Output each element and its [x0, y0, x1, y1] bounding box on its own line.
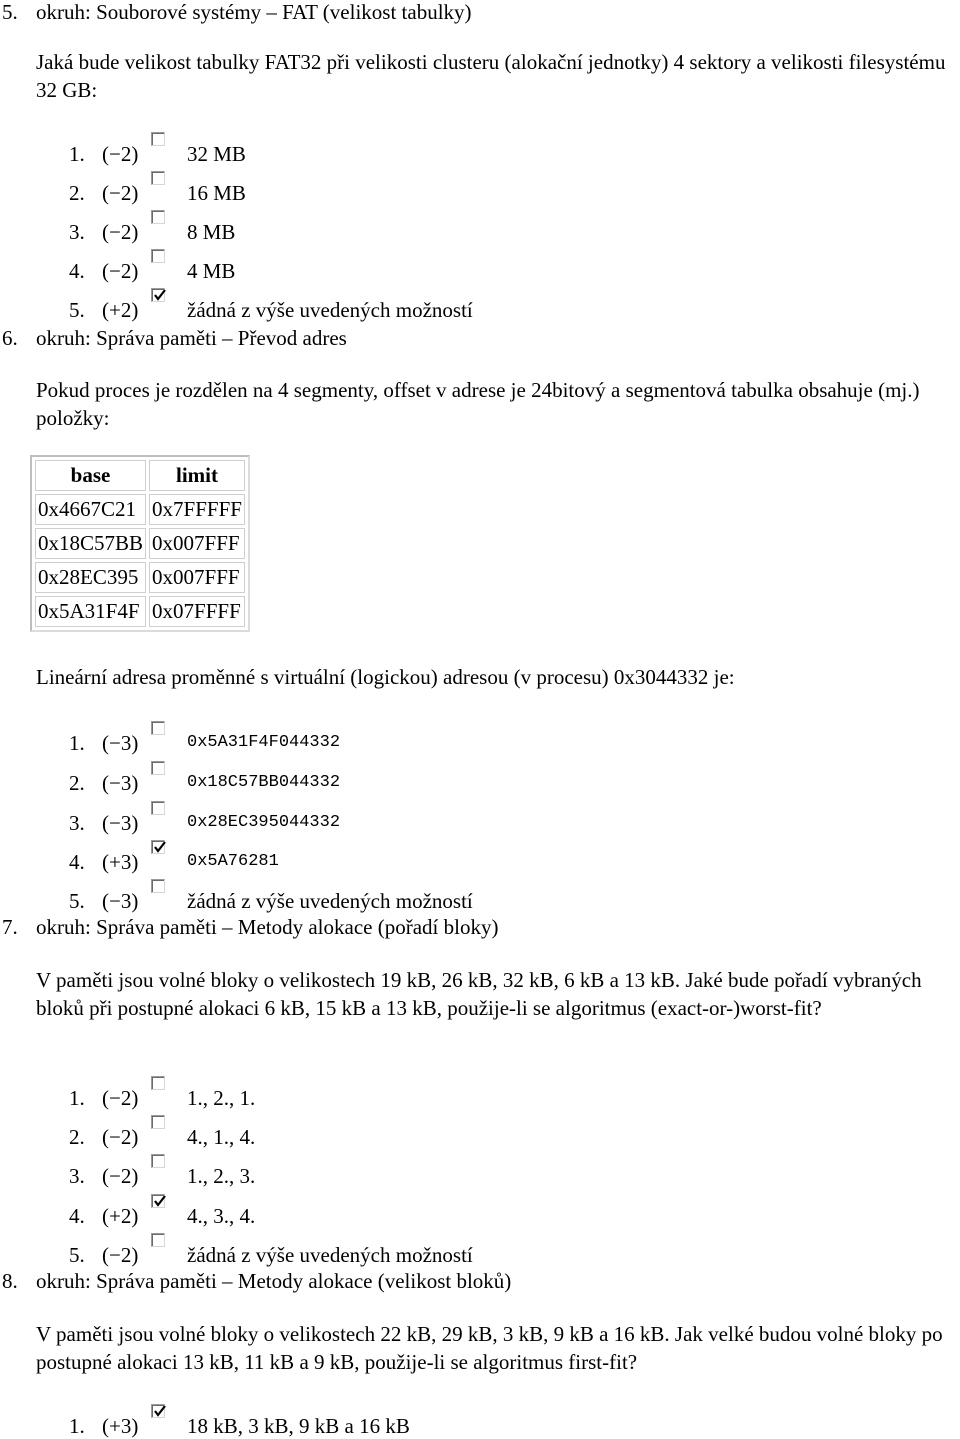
- question-topic: okruh: Správa paměti – Metody alokace (pořadí bloky): [36, 915, 499, 939]
- answer-number: 3.: [69, 1164, 85, 1188]
- answer-number: 1.: [69, 1086, 85, 1110]
- checkbox[interactable]: [151, 1115, 165, 1129]
- answer-text: žádná z výše uvedených možností: [187, 889, 473, 913]
- checked-checkbox[interactable]: [151, 1194, 165, 1208]
- answer-text: 32 MB: [187, 142, 246, 166]
- checkbox[interactable]: [151, 761, 165, 775]
- answer-score: (−2): [102, 142, 139, 166]
- answer-score: (−2): [102, 1125, 139, 1149]
- limit-cell: 0x007FFF: [149, 562, 245, 593]
- checkbox[interactable]: [151, 171, 165, 185]
- answer-text: 0x5A31F4F044332: [187, 733, 341, 752]
- answer-score: (−2): [102, 181, 139, 205]
- table-row: [35, 562, 245, 593]
- checkbox[interactable]: [151, 801, 165, 815]
- answer-score: (−3): [102, 731, 139, 755]
- question-6-heading: [0, 326, 347, 350]
- answer-number: 3.: [69, 811, 85, 835]
- checkmark-icon: [153, 1405, 167, 1419]
- checked-checkbox[interactable]: [151, 288, 165, 302]
- answer-score: (−3): [102, 889, 139, 913]
- checkbox[interactable]: [151, 249, 165, 263]
- limit-cell: 0x007FFF: [149, 528, 245, 559]
- question-topic: okruh: Správa paměti – Převod adres: [36, 326, 347, 350]
- question-number: 6.: [2, 326, 18, 350]
- answer-score: (−2): [102, 1164, 139, 1188]
- column-header-base: base: [35, 460, 146, 491]
- column-header-limit: limit: [149, 460, 245, 491]
- answer-score: (−3): [102, 771, 139, 795]
- question-7-text: V paměti jsou volné bloky o velikostech 19 kB, 26 kB, 32 kB, 6 kB a 13 kB. Jaké bude pořadí vybraných bloků při postupné alokaci 6 kB, 15 kB a 13 kB, použije-li se algoritmus (exact-or-)worst-fit?: [36, 968, 922, 1020]
- question-6-text: Pokud proces je rozdělen na 4 segmenty, offset v adrese je 24bitový a segmentová tabulka obsahuje (mj.) položky:: [36, 378, 920, 430]
- answer-text: 0x5A76281: [187, 852, 279, 871]
- answer-score: (+2): [102, 298, 139, 322]
- answer-score: (−2): [102, 259, 139, 283]
- answer-text: 1., 2., 3.: [187, 1164, 256, 1188]
- question-5-heading: [0, 0, 472, 24]
- base-cell: 0x18C57BB: [35, 528, 146, 559]
- answer-text: 16 MB: [187, 181, 246, 205]
- answer-number: 2.: [69, 1125, 85, 1149]
- checkbox[interactable]: [151, 1233, 165, 1247]
- answer-score: (+2): [102, 1204, 139, 1228]
- answer-text: 0x28EC395044332: [187, 813, 341, 832]
- checkmark-icon: [153, 289, 167, 303]
- question-number: 5.: [2, 0, 18, 24]
- checkmark-icon: [153, 1195, 167, 1209]
- answer-text: 8 MB: [187, 220, 236, 244]
- question-number: 7.: [2, 915, 18, 939]
- checked-checkbox[interactable]: [151, 840, 165, 854]
- table-row: [35, 528, 245, 559]
- checkbox[interactable]: [151, 721, 165, 735]
- answer-text: 4 MB: [187, 259, 236, 283]
- checkbox[interactable]: [151, 132, 165, 146]
- answer-number: 1.: [69, 142, 85, 166]
- checkbox[interactable]: [151, 879, 165, 893]
- checkbox[interactable]: [151, 1076, 165, 1090]
- base-cell: 0x5A31F4F: [35, 596, 146, 627]
- answer-number: 4.: [69, 1204, 85, 1228]
- answer-number: 3.: [69, 220, 85, 244]
- question-topic: okruh: Správa paměti – Metody alokace (velikost bloků): [36, 1269, 512, 1293]
- question-topic: okruh: Souborové systémy – FAT (velikost tabulky): [36, 0, 472, 24]
- answer-text: žádná z výše uvedených možností: [187, 1243, 473, 1267]
- question-6-subquestion: Lineární adresa proměnné s virtuální (logickou) adresou (v procesu) 0x3044332 je:: [36, 665, 735, 689]
- question-7-heading: [0, 915, 498, 939]
- answer-number: 4.: [69, 259, 85, 283]
- answer-score: (+3): [102, 1414, 139, 1438]
- answer-number: 4.: [69, 850, 85, 874]
- checked-checkbox[interactable]: [151, 1404, 165, 1418]
- limit-cell: 0x7FFFFF: [149, 494, 245, 525]
- answer-number: 2.: [69, 181, 85, 205]
- answer-number: 1.: [69, 731, 85, 755]
- table-row: [35, 494, 245, 525]
- answer-score: (−2): [102, 1086, 139, 1110]
- table-row: [35, 596, 245, 627]
- limit-cell: 0x07FFFF: [149, 596, 245, 627]
- question-8-heading: [0, 1269, 511, 1293]
- question-8-text: V paměti jsou volné bloky o velikostech 22 kB, 29 kB, 3 kB, 9 kB a 16 kB. Jak velké budou volné bloky po postupné alokaci 13 kB, 11 kB a 9 kB, použije-li se algoritmus first-fit?: [36, 1322, 943, 1374]
- answer-score: (+3): [102, 850, 139, 874]
- answer-text: 1., 2., 1.: [187, 1086, 256, 1110]
- checkbox[interactable]: [151, 1154, 165, 1168]
- base-cell: 0x28EC395: [35, 562, 146, 593]
- checkbox[interactable]: [151, 210, 165, 224]
- answer-number: 1.: [69, 1414, 85, 1438]
- answer-text: 18 kB, 3 kB, 9 kB a 16 kB: [187, 1414, 410, 1438]
- answer-number: 2.: [69, 771, 85, 795]
- answer-text: žádná z výše uvedených možností: [187, 298, 473, 322]
- answer-number: 5.: [69, 889, 85, 913]
- base-cell: 0x4667C21: [35, 494, 146, 525]
- answer-number: 5.: [69, 298, 85, 322]
- answer-text: 0x18C57BB044332: [187, 773, 341, 792]
- answer-score: (−2): [102, 220, 139, 244]
- answer-number: 5.: [69, 1243, 85, 1267]
- answer-text: 4., 3., 4.: [187, 1204, 256, 1228]
- answer-score: (−2): [102, 1243, 139, 1267]
- answer-text: 4., 1., 4.: [187, 1125, 256, 1149]
- question-number: 8.: [2, 1269, 18, 1293]
- answer-score: (−3): [102, 811, 139, 835]
- checkmark-icon: [153, 841, 167, 855]
- segment-table: [30, 455, 250, 632]
- question-5-text: Jaká bude velikost tabulky FAT32 při velikosti clusteru (alokační jednotky) 4 sektory a velikosti filesystému 32 GB:: [36, 50, 946, 102]
- segment-table-header: [35, 460, 245, 491]
